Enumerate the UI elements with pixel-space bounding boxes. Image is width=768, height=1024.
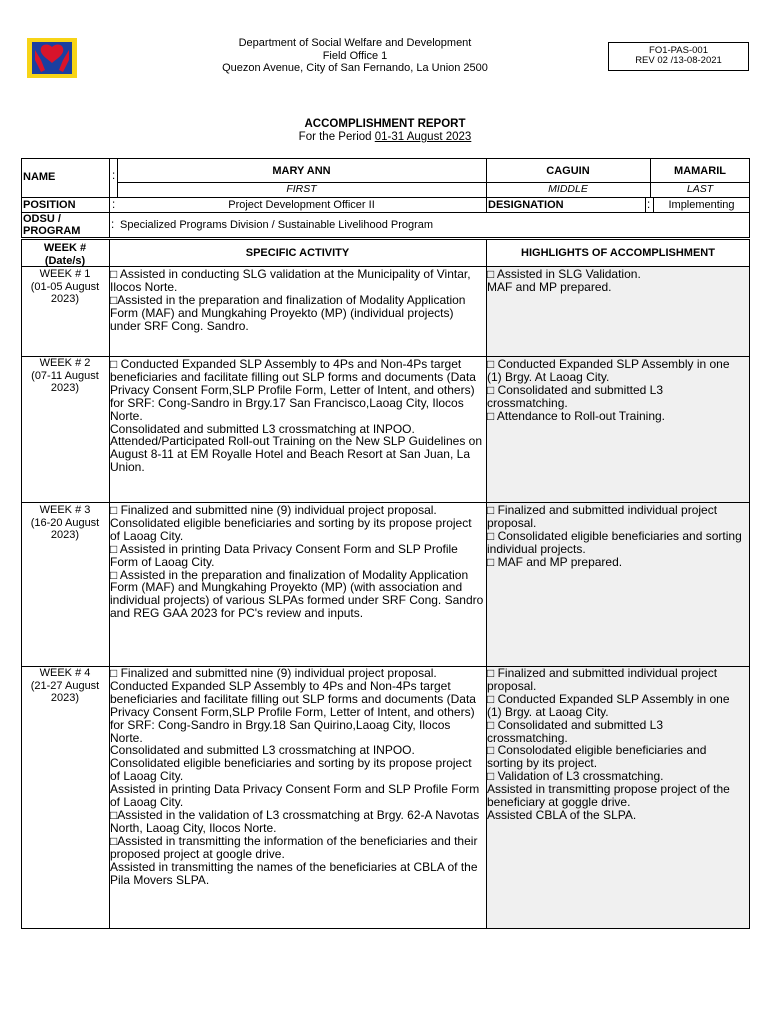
- week-4-activity-item: Assisted in printing Data Privacy Consent Form and SLP Profile Form of Laoag City.: [110, 782, 480, 810]
- week-2-year: 2023): [50, 382, 80, 394]
- week-3-highlight-item: □ Consolidated eligible beneficiaries and sorting individual projects.: [487, 528, 742, 556]
- week-1-label: [21, 268, 109, 306]
- week-1-activity: [110, 268, 484, 333]
- activity-column-header: SPECIFIC ACTIVITY: [245, 247, 350, 259]
- designation-value: Implementing: [668, 199, 735, 211]
- week-2-highlight-item: □ Attendance to Roll-out Training.: [487, 408, 666, 423]
- period-prefix: For the Period: [298, 131, 375, 143]
- name-colon: :: [112, 170, 116, 182]
- week-4-highlights: [487, 667, 745, 822]
- week-4-activity-item: Assisted in transmitting the names of the beneficiaries at CBLA of the Pila Movers SLPA.: [110, 859, 478, 887]
- week-2-activity-item: Consolidated and submitted L3 crossmatching at INPOO.: [110, 421, 415, 436]
- first-name: MARY ANN: [272, 165, 331, 177]
- odsu-colon: :: [111, 219, 115, 231]
- odsu-value: Specialized Programs Division / Sustainable Livelihood Program: [120, 219, 434, 231]
- week-1-highlights: [487, 268, 745, 294]
- form-code: FO1-PAS-001: [649, 45, 708, 56]
- week-4-year: 2023): [50, 692, 80, 704]
- last-caption: LAST: [686, 183, 714, 195]
- middle-name: CAGUIN: [546, 165, 590, 177]
- week-3-activity-item: □ Assisted in printing Data Privacy Consent Form and SLP Profile Form of Laoag City.: [110, 541, 458, 569]
- week-3-activity-item: □ Assisted in the preparation and finalization of Modality Application Form (MAF) and Mungkahing Proyekto (MP) (with association and individual projects) of various SLPAs formed under SRF Cong. Sandro and REG GAA 2023 for PC's review and inputs.: [110, 567, 484, 621]
- name-label: NAME: [23, 171, 56, 183]
- designation-colon: :: [647, 199, 651, 211]
- week-2-activity-item: Attended/Participated Roll-out Training on the New SLP Guidelines on August 8-11 at EM Royalle Hotel and Beach Resort at San Juan, La Union.: [110, 434, 483, 475]
- last-name: MAMARIL: [674, 165, 726, 177]
- week-2-highlight-item: □ Consolidated and submitted L3 crossmatching.: [487, 382, 664, 410]
- week-2-label: [21, 357, 109, 395]
- week-header-sub: (Date/s): [44, 254, 86, 267]
- report-period: [160, 131, 610, 144]
- dswd-logo-icon: [27, 38, 77, 78]
- week-3-activity: [110, 504, 484, 620]
- week-1-year: 2023): [50, 293, 80, 305]
- period-value: 01-31 August 2023: [374, 131, 472, 143]
- position-value: Project Development Officer II: [228, 199, 375, 211]
- week-4-activity-item: □Assisted in the validation of L3 crossmatching at Brgy. 62-A Navotas North, Laoag City, Ilocos Norte.: [110, 807, 480, 835]
- week-3-highlight-item: □ Finalized and submitted individual project proposal.: [487, 503, 718, 530]
- week-4-activity-item: □ Finalized and submitted nine (9) individual project proposal.: [110, 666, 437, 680]
- report-title-block: [160, 118, 610, 144]
- week-4-highlight-item: □ Validation of L3 crossmatching.: [487, 769, 664, 784]
- week-1-dates: (01-05 August: [30, 280, 100, 293]
- first-caption: FIRST: [286, 183, 317, 195]
- week-2-activity: [110, 358, 484, 474]
- week-3-label: [21, 504, 109, 542]
- week-2-number: WEEK # 2: [39, 357, 91, 369]
- week-4-activity-item: Consolidated and submitted L3 crossmatching at INPOO.: [110, 743, 415, 758]
- week-4-dates: (21-27 August: [30, 679, 100, 692]
- office-address: Quezon Avenue, City of San Fernando, La Union 2500: [222, 62, 488, 74]
- week-4-highlight-item: □ Consolodated eligible beneficiaries and sorting by its project.: [487, 743, 707, 771]
- week-column-header: [21, 242, 109, 267]
- week-2-highlights: [487, 358, 745, 423]
- week-4-activity-item: Conducted Expanded SLP Assembly to 4Ps and Non-4Ps target beneficiaries and facilitate filling out SLP forms and documents (Data Privacy Consent Form,SLP Profile Form, Letter of Intent, and others) for SRF: Cong-Sandro in Brgy.18 San Quirino,Laoag City, Ilocos Norte.: [110, 678, 476, 745]
- report-title: ACCOMPLISHMENT REPORT: [304, 118, 466, 130]
- form-code-box: [608, 42, 749, 71]
- week-header-label: WEEK #: [43, 242, 87, 254]
- week-2-highlight-item: □ Conducted Expanded SLP Assembly in one (1) Brgy. At Laoag City.: [487, 357, 730, 384]
- odsu-label-line1: ODSU /: [23, 213, 61, 225]
- middle-caption: MIDDLE: [548, 183, 588, 195]
- designation-label: DESIGNATION: [488, 199, 564, 211]
- agency-header: [160, 37, 550, 75]
- form-revision: REV 02 /13-08-2021: [635, 55, 722, 66]
- week-3-dates: (16-20 August: [30, 516, 100, 529]
- week-4-activity: [110, 667, 484, 886]
- week-4-activity-item: Consolidated eligible beneficiaries and sorting by its propose project of Laoag City.: [110, 756, 472, 784]
- week-3-activity-item: □ Finalized and submitted nine (9) individual project proposal.: [110, 503, 437, 517]
- week-3-activity-item: Consolidated eligible beneficiaries and sorting by its propose project of Laoag City.: [110, 515, 472, 543]
- week-4-activity-item: □Assisted in transmitting the information of the beneficiaries and their proposed project at google drive.: [110, 833, 478, 861]
- week-2-activity-item: □ Conducted Expanded SLP Assembly to 4Ps and Non-4Ps target beneficiaries and facilitate filling out SLP forms and documents (Data Privacy Consent Form,SLP Profile Form, Letter of Intent, and others) for SRF: Cong-Sandro in Brgy.17 San Francisco,Laoag City, Ilocos Norte.: [110, 357, 476, 423]
- week-1-highlight-item: □ Assisted in SLG Validation.: [487, 267, 641, 281]
- week-4-label: [21, 667, 109, 705]
- week-3-highlight-item: □ MAF and MP prepared.: [487, 554, 623, 569]
- week-2-dates: (07-11 August: [31, 369, 99, 382]
- field-office: Field Office 1: [322, 49, 388, 62]
- week-3-number: WEEK # 3: [39, 504, 91, 516]
- week-4-number: WEEK # 4: [39, 667, 91, 679]
- week-4-highlight-item: □ Finalized and submitted individual project proposal.: [487, 666, 718, 693]
- highlights-column-header: HIGHLIGHTS OF ACCOMPLISHMENT: [521, 247, 715, 259]
- week-3-year: 2023): [50, 529, 80, 541]
- week-3-highlights: [487, 504, 745, 569]
- week-1-activity-item: □ Assisted in conducting SLG validation at the Municipality of Vintar, Ilocos Norte.: [110, 267, 471, 294]
- department-name: Department of Social Welfare and Development: [238, 37, 472, 49]
- week-1-highlight-item: MAF and MP prepared.: [487, 279, 612, 294]
- week-4-highlight-item: □ Consolidated and submitted L3 crossmatching.: [487, 717, 664, 745]
- position-colon: :: [112, 199, 116, 211]
- week-4-highlight-item: □ Conducted Expanded SLP Assembly in one (1) Brgy. at Laoag City.: [487, 691, 730, 719]
- position-label: POSITION: [23, 199, 76, 211]
- odsu-label: [23, 213, 80, 237]
- week-1-activity-item: □Assisted in the preparation and finalization of Modality Application Form (MAF) and Mungkahing Proyekto (MP) (individual projects) under SRF Cong. Sandro.: [110, 292, 466, 333]
- week-4-highlight-item: Assisted in transmitting propose project of the beneficiary at goggle drive.: [487, 782, 730, 810]
- week-4-highlight-item: Assisted CBLA of the SLPA.: [487, 807, 637, 822]
- odsu-label-line2: PROGRAM: [23, 225, 81, 237]
- week-1-number: WEEK # 1: [39, 268, 91, 280]
